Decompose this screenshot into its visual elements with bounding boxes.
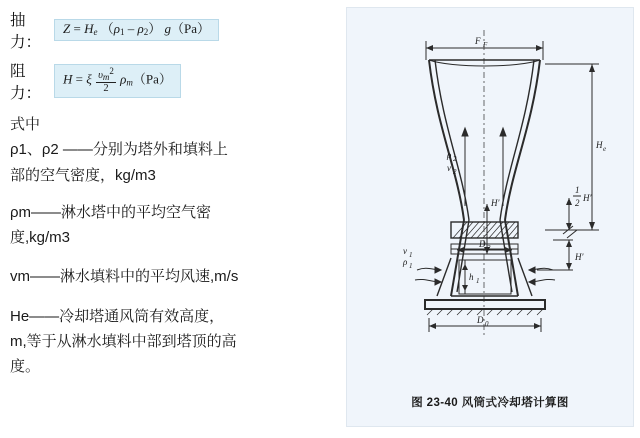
label-v2-sub: 2	[453, 168, 457, 176]
label-rho1: ρ	[403, 257, 408, 267]
he-def-line2: m,等于从淋水填料中部到塔顶的高	[10, 332, 237, 350]
rhom-def-line2: 度,kg/m3	[10, 229, 71, 246]
label-h1: h	[469, 272, 474, 282]
label-H-prime: H'	[491, 198, 500, 208]
label-rho2: ρ	[447, 150, 452, 160]
figure-panel	[346, 7, 634, 427]
label-D2: D	[479, 239, 486, 249]
draft-force-row	[10, 8, 336, 52]
label-h1-sub: 1	[476, 277, 480, 285]
resistance-equation: H = ξ $\frac{\upsilon m2}{2}$ $\rho_m(Pa)$	[54, 64, 181, 98]
label-v2: v	[447, 163, 451, 173]
label-D2-sub: 2	[487, 244, 491, 252]
label-D0: D	[477, 315, 484, 325]
rho-def-line1: ρ1、ρ2 ——分别为塔外和填料上	[10, 141, 228, 159]
resistance-label: 阻力：	[10, 63, 42, 102]
label-top-width: F	[475, 36, 481, 46]
label-half-H-prime-den: 2	[575, 198, 580, 208]
label-D0-sub: 0	[485, 320, 489, 328]
label-rho1-sub: 1	[409, 262, 413, 270]
vm-def-line1: vm——淋水填料中的平均风速,m/s	[10, 268, 239, 286]
label-half-H-prime: H'	[583, 193, 592, 203]
rho-def-line2: 部的空气密度，kg/m3	[10, 166, 156, 184]
label-He: H	[596, 140, 603, 150]
cooling-tower-diagram	[347, 8, 635, 428]
label-rho2-sub: 2	[453, 155, 457, 163]
he-def-line1: He——冷却塔通风筒有效高度，	[10, 307, 225, 325]
label-H-prime-right: H'	[575, 252, 584, 262]
label-He-sub: e	[603, 145, 607, 153]
figure-caption: 图 23-40 风筒式冷却塔计算图	[411, 397, 569, 409]
he-def-line3: 度。	[10, 358, 41, 375]
label-half-H-prime-num: 1	[575, 185, 580, 195]
label-v1-sub: 1	[409, 251, 413, 259]
draft-force-equation: $Z = H_e$ $(\rho_1 - \rho_2)$ g（Pa）	[54, 19, 219, 41]
shizhong-text: 式中	[10, 116, 41, 133]
label-v1: v	[403, 246, 407, 256]
rhom-def-line1: ρm——淋水塔中的平均空气密	[10, 203, 212, 221]
resistance-row	[10, 59, 336, 103]
draft-force-label: 抽力：	[10, 12, 42, 51]
label-top-width-sub: F	[483, 41, 488, 49]
figure-drawing	[347, 8, 633, 426]
